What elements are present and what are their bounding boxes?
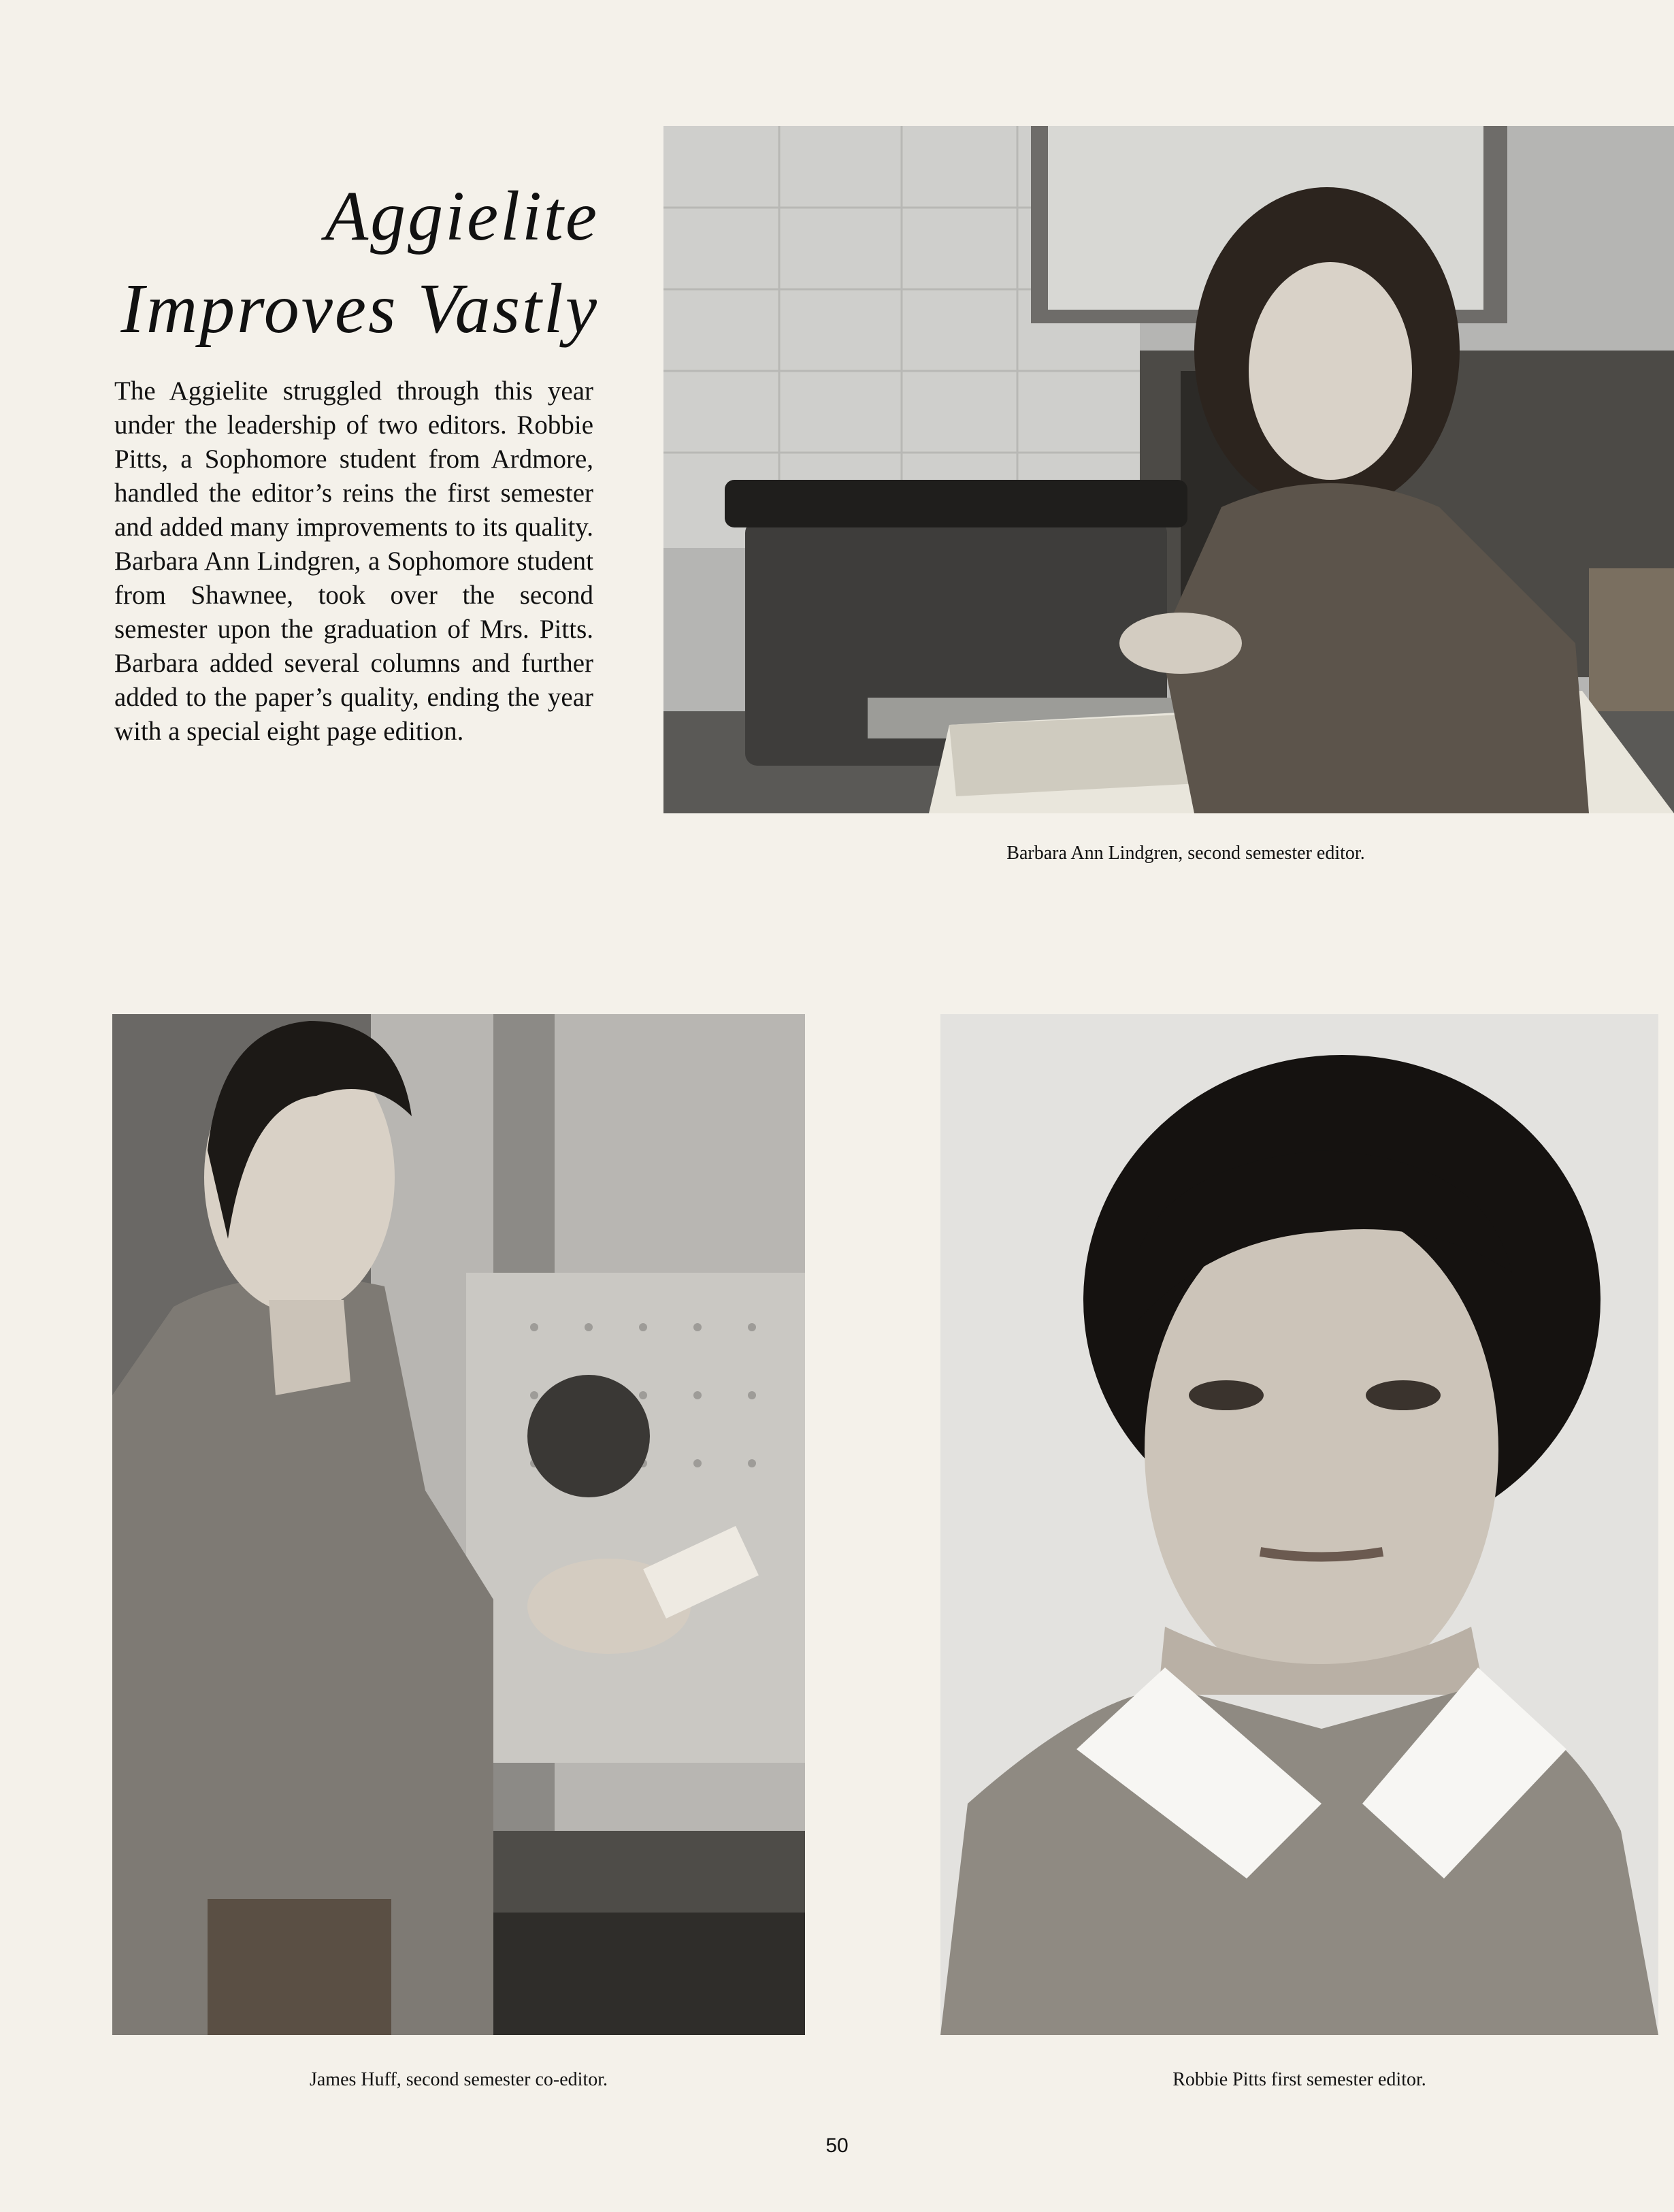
lindgren-caption: Barbara Ann Lindgren, second semester editor. xyxy=(1006,843,1365,864)
pitts-caption: Robbie Pitts first semester editor. xyxy=(1172,2069,1426,2090)
huff-caption: James Huff, second semester co-editor. xyxy=(309,2069,608,2090)
headline-line-1: Aggielite xyxy=(325,177,599,255)
article-body: The Aggielite struggled through this year under the leadership of two editors. Robbie Pitts, a Sophomore student from Ardmore, handled the editor’s reins the first semester and added many improvements to its quality. Barbara Ann Lindgren, a Sophomore student from Shawnee, took over the second semester upon the graduation of Mrs. Pitts. Barbara added several columns and further added to the paper’s quality, ending the year with a special eight page edition. xyxy=(114,376,593,746)
headline-line-2: Improves Vastly xyxy=(120,270,599,348)
photo-robbie-pitts xyxy=(940,1014,1658,2035)
page-number: 50 xyxy=(825,2134,849,2157)
photo-james-huff xyxy=(112,1014,805,2035)
photo-lindgren-typewriter xyxy=(663,126,1674,813)
article-headline xyxy=(82,170,599,355)
